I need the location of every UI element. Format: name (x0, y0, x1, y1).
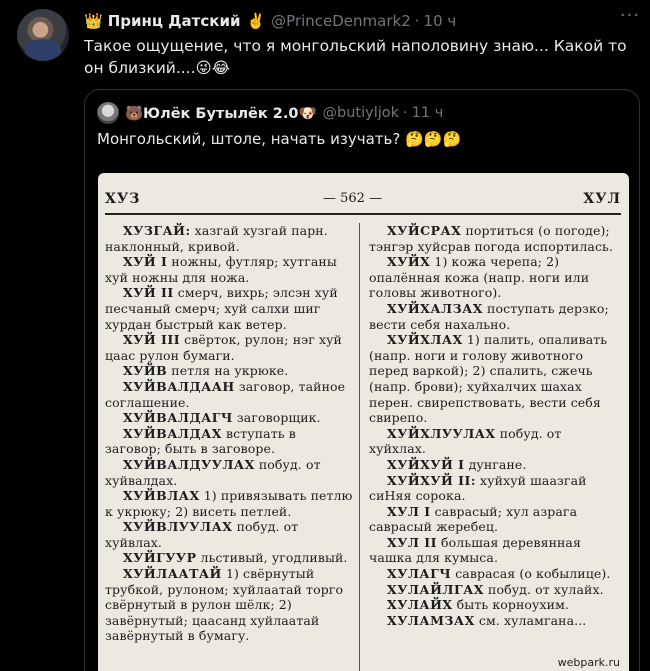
dictionary-page-header (98, 173, 629, 219)
dictionary-entry: ХУЙХУЙ II: хуйхуй шаазгай сиНяя сорока. (369, 472, 587, 504)
dictionary-entry: ХУЙХУЙ I дунгане. (387, 456, 527, 472)
dictionary-entry: ХУЛАЙЛГАХ побуд. от хулайх. (387, 581, 604, 597)
separator-dot: · (414, 12, 420, 30)
header-right-word: ХУЛ (583, 191, 621, 207)
quoted-tweet-text: Монгольский, штоле, начать изучать? 🤔🤔🤔 (97, 130, 462, 148)
quoted-tweet-header (97, 103, 443, 123)
tweet-header (84, 10, 456, 32)
more-options-icon[interactable]: ··· (619, 5, 641, 26)
header-rule (105, 213, 621, 215)
dictionary-page-image[interactable] (98, 173, 629, 671)
dictionary-entry: ХУЙСРАХ портиться (о погоде); тэнгэр хуйсрав погода испортилась. (369, 223, 614, 254)
dictionary-entry: ХУЙХ 1) кожа черепа; 2) опалённая кожа (напр. ноги или головы животного). (369, 254, 590, 301)
watermark: webpark.ru (555, 655, 623, 670)
dictionary-entry: ХУЙХАЛЗАХ поступать дерзко; вести себя нахально. (369, 300, 609, 332)
dictionary-entry: ХУЛАЙХ быть корноухим. (387, 597, 569, 613)
dictionary-entry: ХУЙВАЛДААН заговор, тайное соглашение. (105, 378, 346, 410)
dictionary-entry: ХУЙ I ножны, футляр; хутганы хуй ножны для ножа. (105, 254, 337, 285)
dictionary-entry: ХУЙХЛУУЛАХ побуд. от хуйхлах. (369, 425, 562, 457)
quoted-tweet[interactable] (84, 89, 640, 671)
quoted-author-handle[interactable]: @butiyljok (322, 105, 400, 121)
dictionary-entry: ХУЙВАЛДУУЛАХ побуд. от хуйвалдах. (105, 456, 321, 488)
dictionary-entry: ХУЙВАЛДАХ вступать в заговор; быть в заговоре. (105, 425, 296, 457)
page-number: — 562 — (323, 191, 383, 206)
dictionary-entry: ХУЙВ петля на укрюке. (123, 363, 289, 379)
author-avatar[interactable] (17, 9, 69, 61)
dictionary-entry: ХУЙВАЛДАГЧ заговорщик. (123, 410, 321, 426)
author-name[interactable]: Принц Датский (107, 12, 241, 30)
dictionary-entry: ХУЛАМЗАХ см. хуламгана... (387, 612, 587, 628)
tweet-text: Такое ощущение, что я монгольский наполовину знаю... Какой то он близкий....😜😂 (84, 37, 627, 77)
dictionary-entry: ХУЙЛААТАЙ 1) свёрнутый трубкой, рулоном; хуйлаатай торго свёрнутый в рулон шёлк; 2) завёрнутый; цаасанд хуйлаатай завёрнутый в бумагу. (105, 566, 344, 644)
dictionary-entry: ХУЗГАЙ: хазгай хузгай парн. наклонный, кривой. (105, 223, 328, 254)
dictionary-entry: ХУЛ I саврасый; хул азрага саврасый жеребец. (369, 503, 578, 535)
dictionary-entry: ХУЙХЛАХ 1) палить, опаливать (напр. ноги и голову животного перед варкой); 2) спалить, сжечь (напр. брови); хуйхалчих шахах перен. свирепствовать, вести себя свирепо. (369, 332, 608, 426)
dictionary-entry: ХУЙ III свёрток, рулон; нэг хуй цаас рулон бумаги. (105, 332, 342, 363)
dictionary-left-column (105, 223, 353, 644)
dictionary-entry: ХУЙВЛАХ 1) привязывать петлю к укрюку; 2) висеть петлей. (105, 488, 353, 519)
author-handle[interactable]: @PrinceDenmark2 (271, 12, 411, 30)
header-left-word: ХУЗ (105, 191, 141, 207)
quoted-author-name[interactable]: 🐻Юлёк Бутылёк 2.0🐶 (125, 105, 317, 122)
quoted-tweet-time[interactable]: 11 ч (411, 105, 444, 121)
dictionary-entry: ХУЙ II смерч, вихрь; элсэн хуй песчаный смерч; хуй салхи шиг хурдан быстрый как ветер. (105, 285, 338, 332)
tweet-time[interactable]: 10 ч (423, 12, 457, 30)
dictionary-right-column (369, 223, 617, 628)
quoted-author-avatar[interactable] (97, 102, 119, 124)
crown-emoji: 👑 (84, 12, 103, 30)
separator-dot: · (403, 105, 408, 121)
dictionary-entry: ХУЛ II большая деревянная чашка для кумыса. (369, 534, 581, 566)
victory-emoji: ✌️ (246, 12, 266, 30)
dictionary-entry: ХУЙГУУР льстивый, угодливый. (123, 550, 348, 566)
column-divider (359, 223, 360, 671)
dictionary-entry: ХУЛАГЧ саврасая (о кобылице). (387, 566, 611, 582)
dictionary-entry: ХУЙВЛУУЛАХ побуд. от хуйвлах. (105, 519, 299, 550)
